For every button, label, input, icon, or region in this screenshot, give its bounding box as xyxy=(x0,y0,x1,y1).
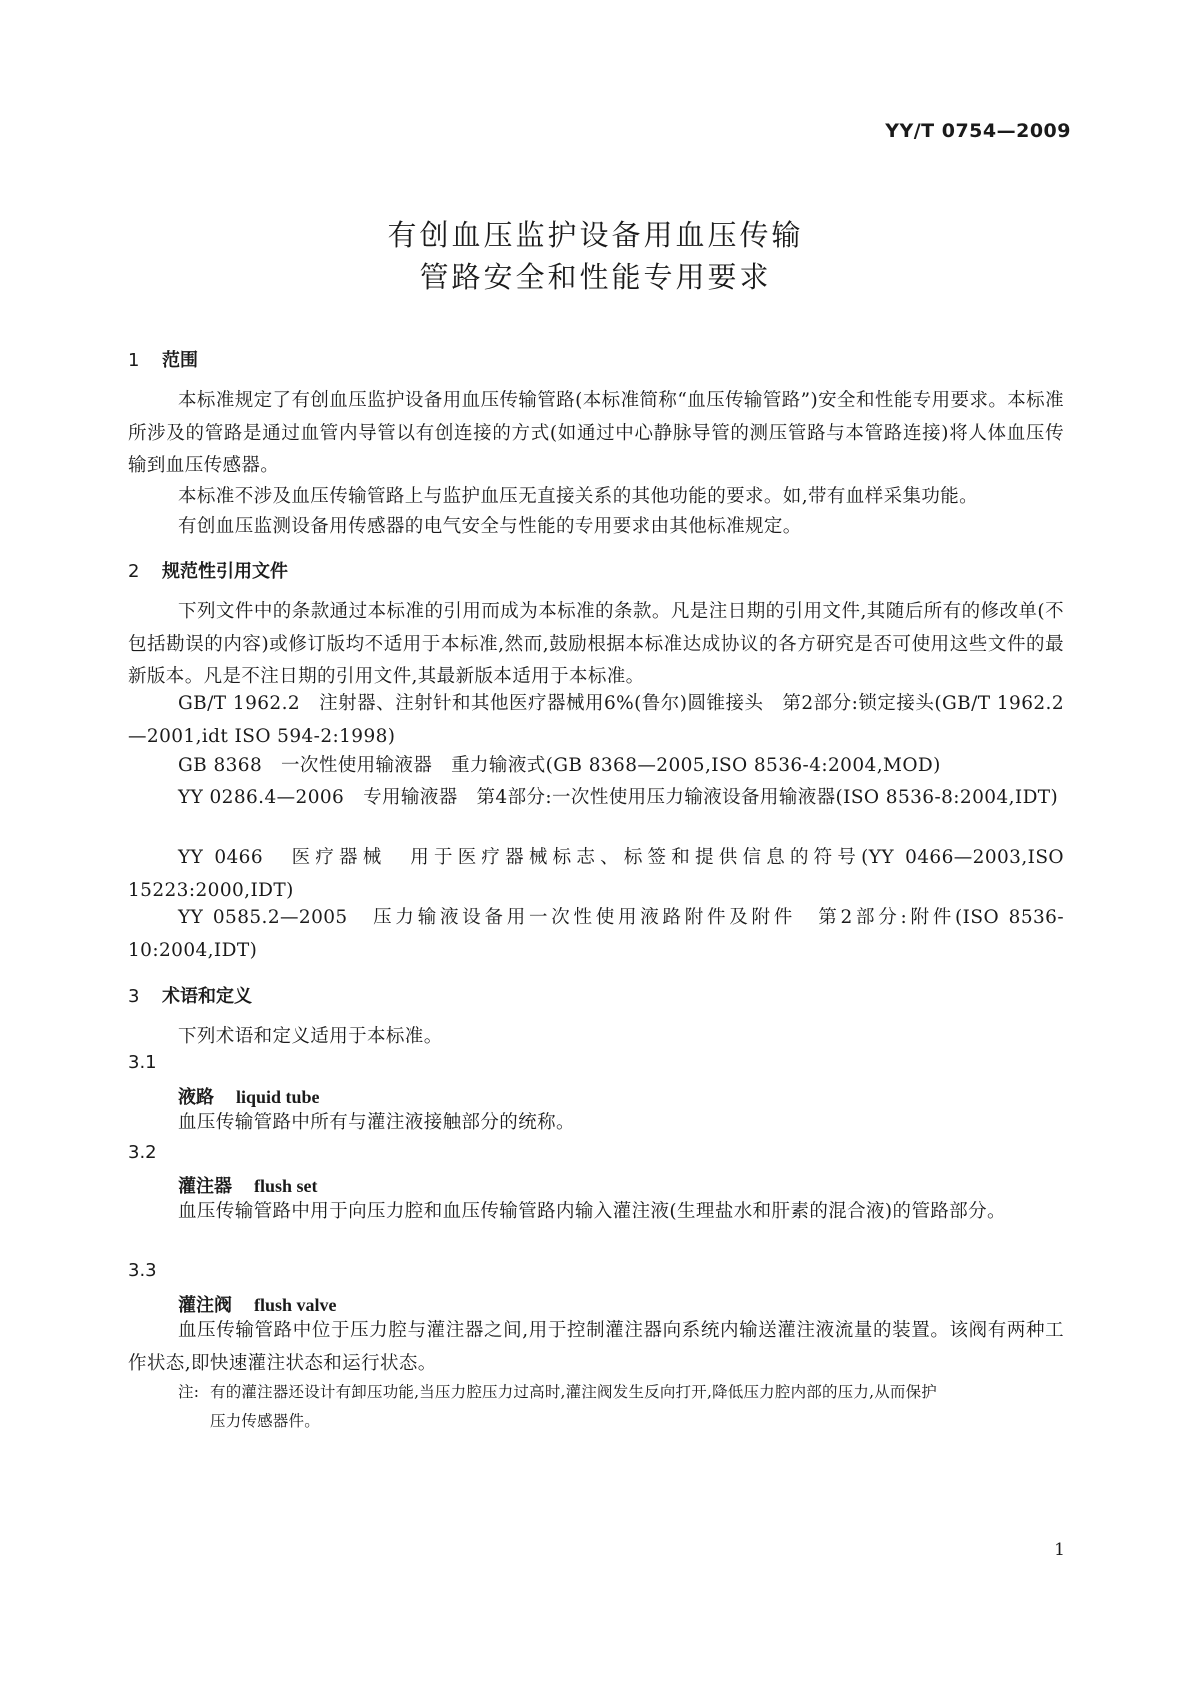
reference-item: YY 0286.4—2006 专用输液器 第4部分:一次性使用压力输液设备用输液器(ISO 8536-8:2004,IDT) xyxy=(178,787,1059,808)
reference-item: GB 8368 一次性使用输液器 重力输液式(GB 8368—2005,ISO 8536-4:2004,MOD) xyxy=(178,755,941,776)
term-zh: 灌注器 xyxy=(178,1176,232,1197)
section-title: 规范性引用文件 xyxy=(162,561,288,582)
section-1-paragraph-1: 本标准规定了有创血压监护设备用血压传输管路(本标准简称“血压传输管路”)安全和性能专用要求。本标准所涉及的管路是通过血管内导管以有创连接的方式(如通过中心静脉导管的测压管路与本管路连接)将人体血压传输到血压传感器。 xyxy=(128,390,1064,476)
term-definition: 血压传输管路中位于压力腔与灌注器之间,用于控制灌注器向系统内输送灌注液流量的装置。该阀有两种工作状态,即快速灌注状态和运行状态。 xyxy=(128,1320,1064,1374)
document-title-line-1: 有创血压监护设备用血压传输 xyxy=(387,218,804,252)
section-2-heading xyxy=(128,557,288,583)
document-title-line-2: 管路安全和性能专用要求 xyxy=(419,260,772,294)
term-en: liquid tube xyxy=(236,1087,320,1107)
term-number: 3.2 xyxy=(128,1142,157,1163)
section-title: 范围 xyxy=(162,350,198,371)
term-zh: 灌注阀 xyxy=(178,1295,232,1316)
term-en: flush set xyxy=(254,1176,318,1196)
section-title: 术语和定义 xyxy=(162,986,252,1007)
section-2-intro: 下列文件中的条款通过本标准的引用而成为本标准的条款。凡是注日期的引用文件,其随后所有的修改单(不包括勘误的内容)或修订版均不适用于本标准,然而,鼓励根据本标准达成协议的各方研究是否可使用这些文件的最新版本。凡是不注日期的引用文件,其最新版本适用于本标准。 xyxy=(128,601,1064,687)
term-heading xyxy=(178,1083,320,1109)
term-heading xyxy=(178,1172,318,1198)
term-heading xyxy=(178,1291,337,1317)
term-zh: 液路 xyxy=(178,1087,214,1108)
page-number: 1 xyxy=(1054,1540,1065,1560)
section-3-heading xyxy=(128,982,252,1008)
note-text: 有的灌注器还设计有卸压功能,当压力腔压力过高时,灌注阀发生反向打开,降低压力腔内部的压力,从而保护 xyxy=(210,1383,938,1401)
note-text-continued: 压力传感器件。 xyxy=(210,1412,320,1430)
reference-item: YY 0466 医疗器械 用于医疗器械标志、标签和提供信息的符号(YY 0466—2003,ISO 15223:2000,IDT) xyxy=(128,847,1064,901)
section-1-heading xyxy=(128,346,198,372)
reference-item: GB/T 1962.2 注射器、注射针和其他医疗器械用6%(鲁尔)圆锥接头 第2部分:锁定接头(GB/T 1962.2—2001,idt ISO 594-2:1998) xyxy=(128,693,1064,747)
term-number: 3.1 xyxy=(128,1052,157,1073)
note xyxy=(178,1378,1064,1436)
reference-item: YY 0585.2—2005 压力输液设备用一次性使用液路附件及附件 第2部分:附件(ISO 8536-10:2004,IDT) xyxy=(128,907,1064,961)
section-3-intro: 下列术语和定义适用于本标准。 xyxy=(178,1026,443,1047)
section-number: 3 xyxy=(128,986,140,1007)
section-1-paragraph-3: 有创血压监测设备用传感器的电气安全与性能的专用要求由其他标准规定。 xyxy=(178,516,802,537)
standard-code: YY/T 0754—2009 xyxy=(885,120,1071,142)
term-en: flush valve xyxy=(254,1295,337,1315)
term-definition: 血压传输管路中用于向压力腔和血压传输管路内输入灌注液(生理盐水和肝素的混合液)的管路部分。 xyxy=(178,1201,1006,1222)
section-1-paragraph-2: 本标准不涉及血压传输管路上与监护血压无直接关系的其他功能的要求。如,带有血样采集功能。 xyxy=(178,486,979,507)
section-number: 2 xyxy=(128,561,140,582)
section-number: 1 xyxy=(128,350,140,371)
note-label: 注: xyxy=(178,1383,200,1401)
term-number: 3.3 xyxy=(128,1260,157,1281)
term-definition: 血压传输管路中所有与灌注液接触部分的统称。 xyxy=(178,1112,575,1133)
